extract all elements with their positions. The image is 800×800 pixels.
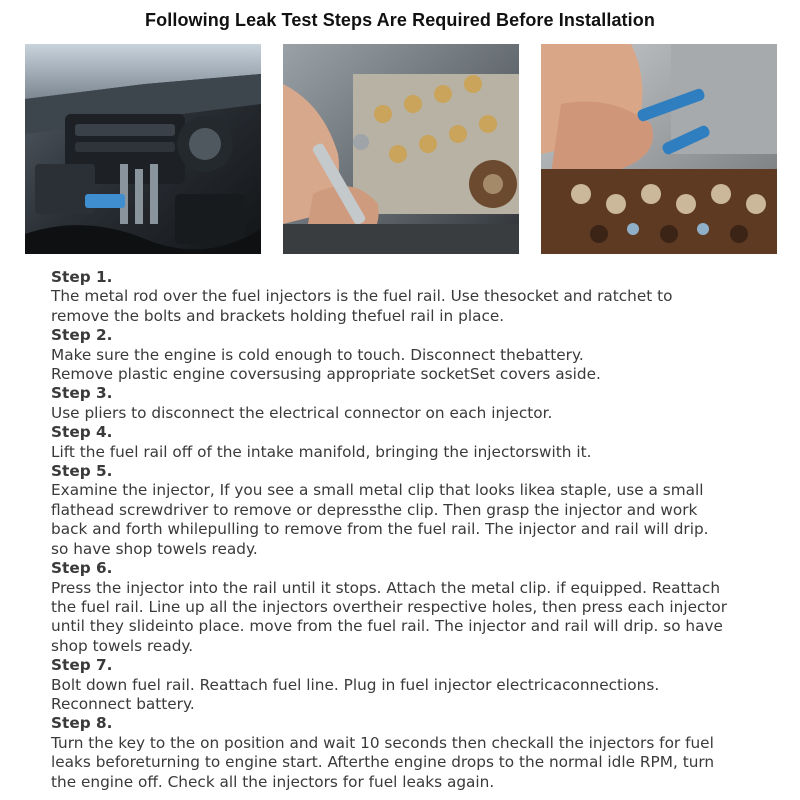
- step-text: Reconnect battery.: [51, 694, 195, 713]
- step-text: back and forth whilepulling to remove from the fuel rail. The injector and rail will drip.: [51, 520, 709, 539]
- step-text: Examine the injector, If you see a small metal clip that looks likea staple, use a small: [51, 481, 704, 500]
- step-3: [51, 384, 771, 423]
- step-heading: Step 1.: [51, 268, 113, 286]
- step-5: [51, 462, 771, 559]
- step-heading: Step 2.: [51, 326, 113, 345]
- step-heading: Step 5.: [51, 462, 113, 481]
- engine-bay-photo: [25, 44, 261, 254]
- ratchet-on-engine-photo: [283, 44, 519, 254]
- step-text: so have shop towels ready.: [51, 539, 258, 558]
- steps-list: [51, 268, 771, 792]
- step-text: The metal rod over the fuel injectors is the fuel rail. Use thesocket and ratchet to: [51, 287, 673, 306]
- step-heading: Step 8.: [51, 714, 113, 733]
- step-8: [51, 714, 771, 792]
- step-text: Turn the key to the on position and wait 10 seconds then checkall the injectors for fuel: [51, 733, 714, 752]
- step-text: remove the bolts and brackets holding thefuel rail in place.: [51, 306, 505, 325]
- step-text: Make sure the engine is cold enough to touch. Disconnect thebattery.: [51, 345, 584, 364]
- step-text: flathead screwdriver to remove or depressthe clip. Then grasp the injector and work: [51, 500, 698, 519]
- step-1: [51, 268, 771, 326]
- step-heading: Step 3.: [51, 384, 113, 403]
- step-4: [51, 423, 771, 462]
- step-text: the fuel rail. Line up all the injectors overtheir respective holes, then press each injector: [51, 597, 728, 616]
- step-text: Remove plastic engine coversusing appropriate socketSet covers aside.: [51, 365, 601, 384]
- page-title: Following Leak Test Steps Are Required Before Installation: [145, 10, 655, 30]
- step-text: shop towels ready.: [51, 636, 194, 655]
- step-text: Lift the fuel rail off of the intake manifold, bringing the injectorswith it.: [51, 442, 592, 461]
- step-text: the engine off. Check all the injectors for fuel leaks again.: [51, 772, 495, 791]
- step-text: until they slideinto place. move from the fuel rail. The injector and rail will drip. so have: [51, 617, 723, 636]
- step-text: leaks beforeturning to engine start. Afterthe engine drops to the normal idle RPM, turn: [51, 753, 715, 772]
- step-heading: Step 7.: [51, 656, 113, 675]
- step-heading: Step 6.: [51, 559, 113, 578]
- step-text: Use pliers to disconnect the electrical connector on each injector.: [51, 403, 553, 422]
- step-6: [51, 559, 771, 656]
- injector-removal-photo: [541, 44, 777, 254]
- step-2: [51, 326, 771, 384]
- step-text: Press the injector into the rail until it stops. Attach the metal clip. if equipped. Reattach: [51, 578, 721, 597]
- step-text: Bolt down fuel rail. Reattach fuel line. Plug in fuel injector electricaconnections.: [51, 675, 660, 694]
- step-heading: Step 4.: [51, 423, 113, 442]
- step-7: [51, 656, 771, 714]
